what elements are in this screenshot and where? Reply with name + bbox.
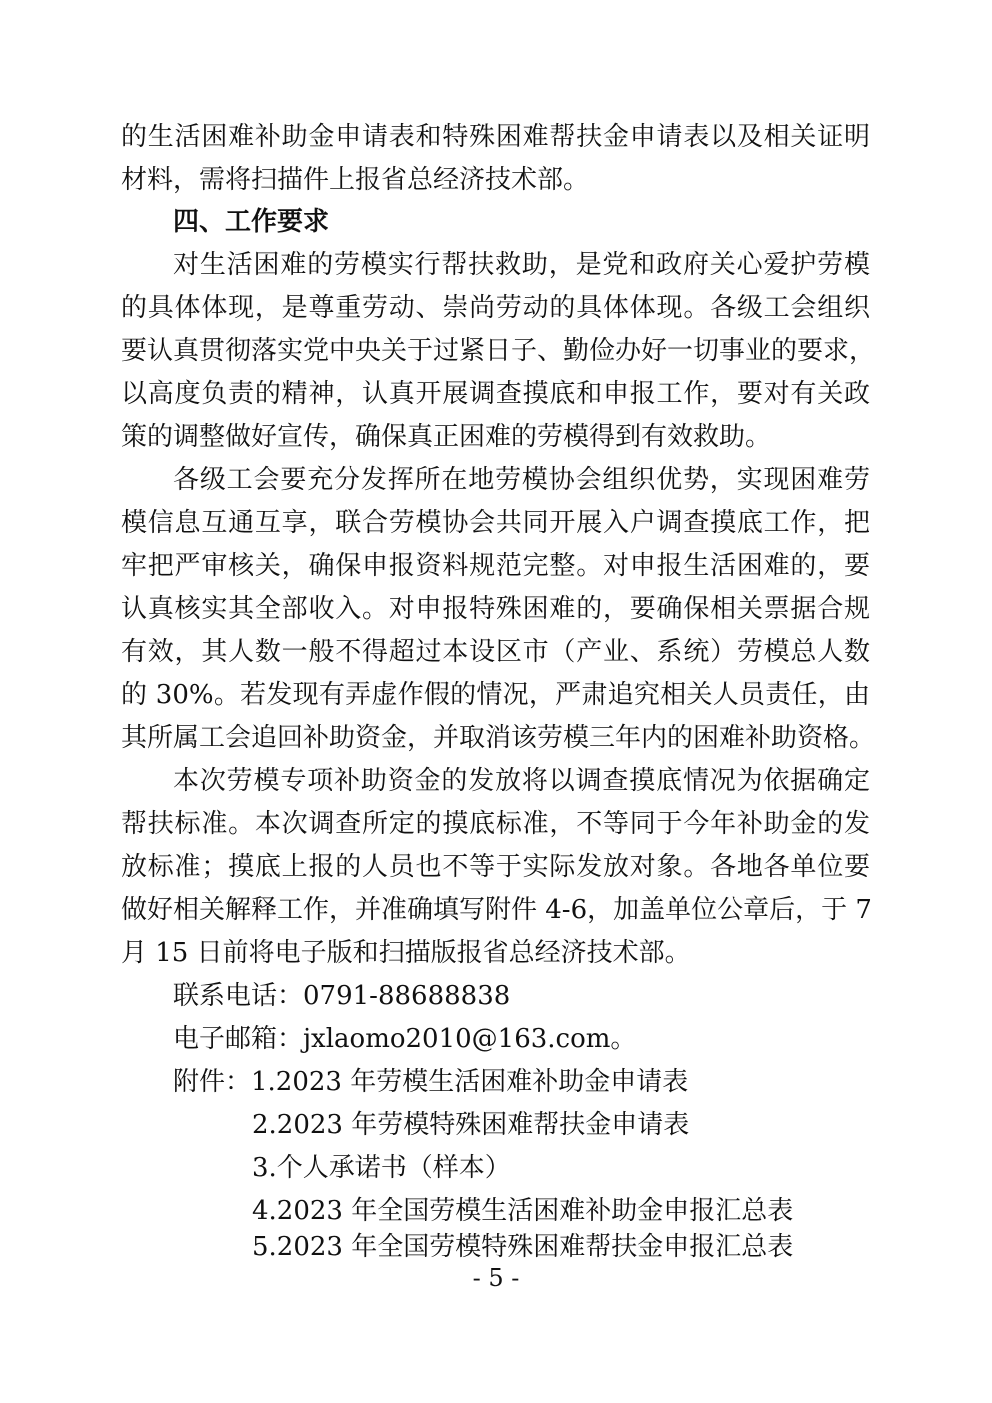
page-number: - 5 - xyxy=(472,1264,520,1292)
p3-line-4: 做好相关解释工作，并准确填写附件 4-6，加盖单位公章后，于 7 xyxy=(121,895,872,925)
intro-line-2: 材料，需将扫描件上报省总经济技术部。 xyxy=(121,165,590,195)
intro-line-1: 的生活困难补助金申请表和特殊困难帮扶金申请表以及相关证明 xyxy=(121,122,870,152)
p1-line-5: 策的调整做好宣传，确保真正困难的劳模得到有效救助。 xyxy=(121,422,772,452)
p3-line-1: 本次劳模专项补助资金的发放将以调查摸底情况为依据确定 xyxy=(173,766,870,796)
contact-email: 电子邮箱：jxlaomo2010@163.com。 xyxy=(173,1024,637,1054)
attachment-item-2: 2.2023 年劳模特殊困难帮扶金申请表 xyxy=(252,1110,690,1140)
p1-line-3: 要认真贯彻落实党中央关于过紧日子、勤俭办好一切事业的要求， xyxy=(121,336,876,366)
p2-line-3: 牢把严审核关，确保申报资料规范完整。对申报生活困难的，要 xyxy=(121,551,870,581)
p2-line-7: 其所属工会追回补助资金，并取消该劳模三年内的困难补助资格。 xyxy=(121,723,876,753)
contact-phone: 联系电话：0791-88688838 xyxy=(173,981,511,1011)
section-heading: 四、工作要求 xyxy=(173,207,330,237)
p3-line-3: 放标准；摸底上报的人员也不等于实际发放对象。各地各单位要 xyxy=(121,852,870,882)
attachment-item-4: 4.2023 年全国劳模生活困难补助金申报汇总表 xyxy=(252,1196,794,1226)
p2-line-2: 模信息互通互享，联合劳模协会共同开展入户调查摸底工作，把 xyxy=(121,508,870,538)
p1-line-4: 以高度负责的精神，认真开展调查摸底和申报工作，要对有关政 xyxy=(121,379,870,409)
attachment-item-3: 3.个人承诺书（样本） xyxy=(252,1153,511,1183)
p3-line-5: 月 15 日前将电子版和扫描版报省总经济技术部。 xyxy=(121,938,691,968)
p2-line-4: 认真核实其全部收入。对申报特殊困难的，要确保相关票据合规 xyxy=(121,594,870,624)
p2-line-6: 的 30%。若发现有弄虚作假的情况，严肃追究相关人员责任，由 xyxy=(121,680,870,710)
attachment-item-5: 5.2023 年全国劳模特殊困难帮扶金申报汇总表 xyxy=(252,1232,794,1262)
attachment-item-1: 附件：1.2023 年劳模生活困难补助金申请表 xyxy=(173,1067,689,1097)
p3-line-2: 帮扶标准。本次调查所定的摸底标准，不等同于今年补助金的发 xyxy=(121,809,870,839)
p2-line-1: 各级工会要充分发挥所在地劳模协会组织优势，实现困难劳 xyxy=(173,465,870,495)
p1-line-2: 的具体体现，是尊重劳动、崇尚劳动的具体体现。各级工会组织 xyxy=(121,293,870,323)
p1-line-1: 对生活困难的劳模实行帮扶救助，是党和政府关心爱护劳模 xyxy=(173,250,870,280)
p2-line-5: 有效，其人数一般不得超过本设区市（产业、系统）劳模总人数 xyxy=(121,637,870,667)
